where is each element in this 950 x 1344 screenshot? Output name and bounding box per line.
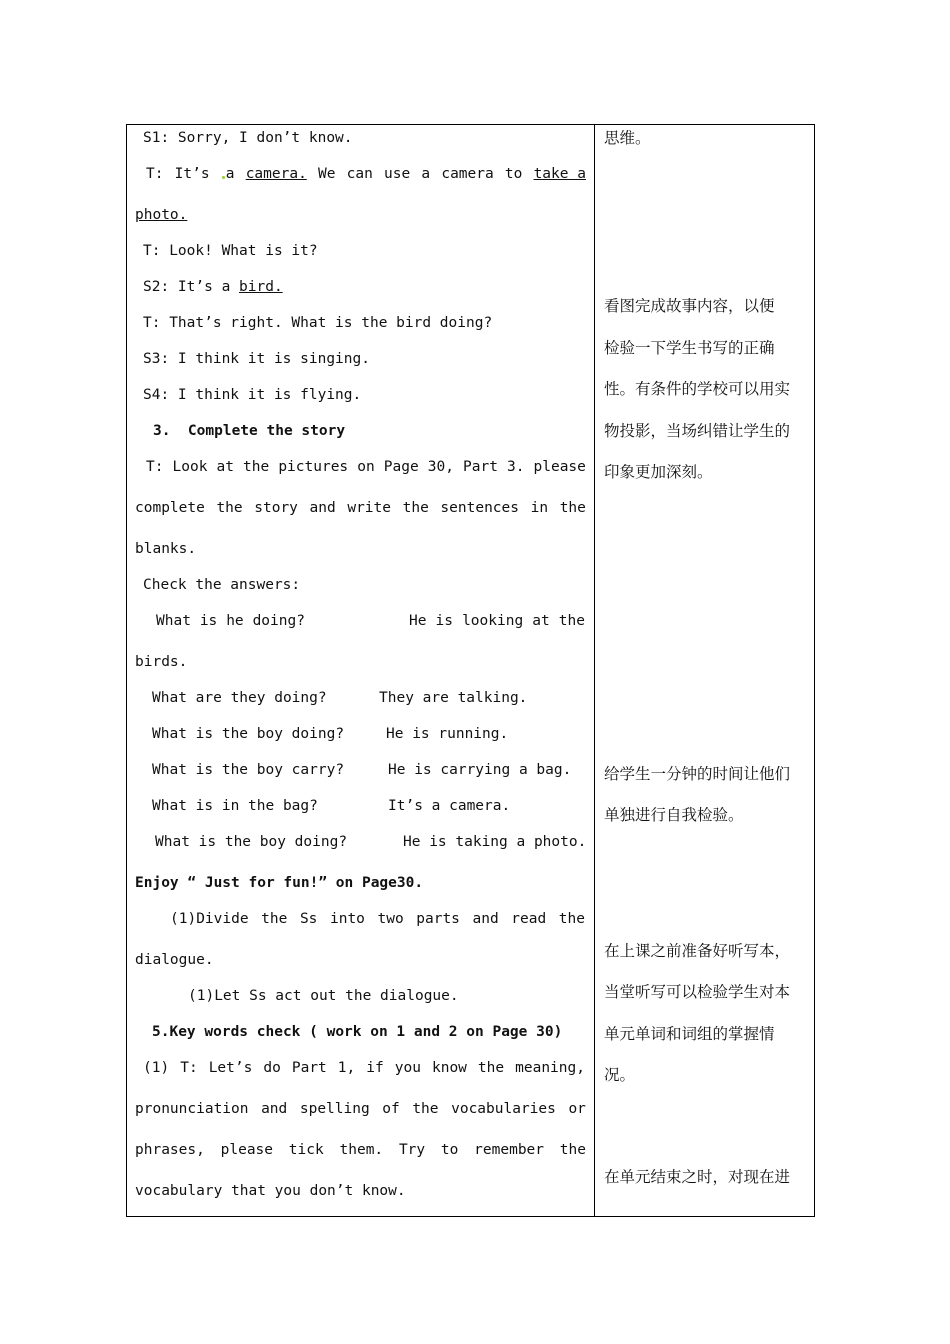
heading-complete-story: 3. Complete the story: [153, 423, 346, 439]
answer-2-question: What are they doing?: [152, 690, 327, 706]
note-self-check-line-1: 给学生一分钟的时间让他们: [604, 765, 791, 783]
line-t-camera: T: It’s a camera. We can use a camera to take a: [146, 166, 586, 182]
column-divider: [594, 124, 595, 1217]
answer-4-question: What is the boy carry?: [152, 762, 345, 778]
line-complete: complete the story and write the sentences in the: [135, 500, 586, 516]
line-birds: birds.: [135, 654, 188, 670]
answer-5-answer: It’s a camera.: [388, 798, 511, 814]
note-story-line-4: 物投影，当场纠错让学生的: [604, 422, 791, 440]
note-story-line-1: 看图完成故事内容，以便: [604, 297, 775, 315]
note-dictation-line-3: 单元单词和词组的掌握情: [604, 1025, 775, 1043]
note-dictation-line-2: 当堂听写可以检验学生对本: [604, 983, 791, 1001]
answer-3-answer: He is running.: [386, 726, 509, 742]
underlined-take-a: take a: [533, 166, 586, 182]
line-vocabulary: vocabulary that you don’t know.: [135, 1183, 406, 1199]
line-t-look-pictures: T: Look at the pictures on Page 30, Part 3. please: [146, 459, 586, 475]
underlined-camera: camera.: [245, 166, 307, 182]
answer-1-answer: He is looking at the: [409, 613, 585, 629]
line-phrases: phrases, please tick them. Try to remember the: [135, 1142, 586, 1158]
note-story-line-3: 性。有条件的学校可以用实: [604, 380, 791, 398]
answer-5-question: What is in the bag?: [152, 798, 318, 814]
answer-6-question: What is the boy doing?: [155, 834, 348, 850]
line-divide: (1)Divide the Ss into two parts and read the: [170, 911, 585, 927]
line-s1-sorry: S1: Sorry, I don’t know.: [143, 130, 353, 146]
line-t-right: T: That’s right. What is the bird doing?: [143, 315, 493, 331]
underlined-photo: photo.: [135, 207, 188, 223]
note-unit-end: 在单元结束之时，对现在进: [604, 1168, 791, 1186]
note-dictation-line-1: 在上课之前准备好听写本，: [604, 942, 791, 960]
line-s4: S4: I think it is flying.: [143, 387, 362, 403]
note-story-line-2: 检验一下学生书写的正确: [604, 339, 775, 357]
underlined-bird: bird.: [239, 279, 283, 295]
answer-1-question: What is he doing?: [156, 613, 305, 629]
line-part1: (1) T: Let’s do Part 1, if you know the meaning,: [143, 1060, 585, 1076]
heading-enjoy: Enjoy “ Just for fun!” on Page30.: [135, 875, 424, 891]
line-check-answers: Check the answers:: [143, 577, 301, 593]
line-t-look: T: Look! What is it?: [143, 243, 318, 259]
heading-key-words: 5.Key words check ( work on 1 and 2 on Page 30): [152, 1024, 563, 1040]
note-dictation-line-4: 况。: [604, 1066, 636, 1084]
line-s3: S3: I think it is singing.: [143, 351, 370, 367]
line-pronunciation: pronunciation and spelling of the vocabularies or: [135, 1101, 586, 1117]
answer-4-answer: He is carrying a bag.: [388, 762, 572, 778]
note-story-line-5: 印象更加深刻。: [604, 463, 713, 481]
line-s2: S2: It’s a bird.: [143, 279, 283, 295]
line-act-out: (1)Let Ss act out the dialogue.: [188, 988, 459, 1004]
answer-6-answer: He is taking a photo.: [403, 834, 587, 850]
note-thinking: 思维。: [604, 129, 651, 147]
line-blanks: blanks.: [135, 541, 197, 557]
answer-3-question: What is the boy doing?: [152, 726, 345, 742]
note-self-check-line-2: 单独进行自我检验。: [604, 806, 744, 824]
line-dialogue: dialogue.: [135, 952, 214, 968]
answer-2-answer: They are talking.: [379, 690, 528, 706]
dot-mark: [222, 176, 225, 179]
